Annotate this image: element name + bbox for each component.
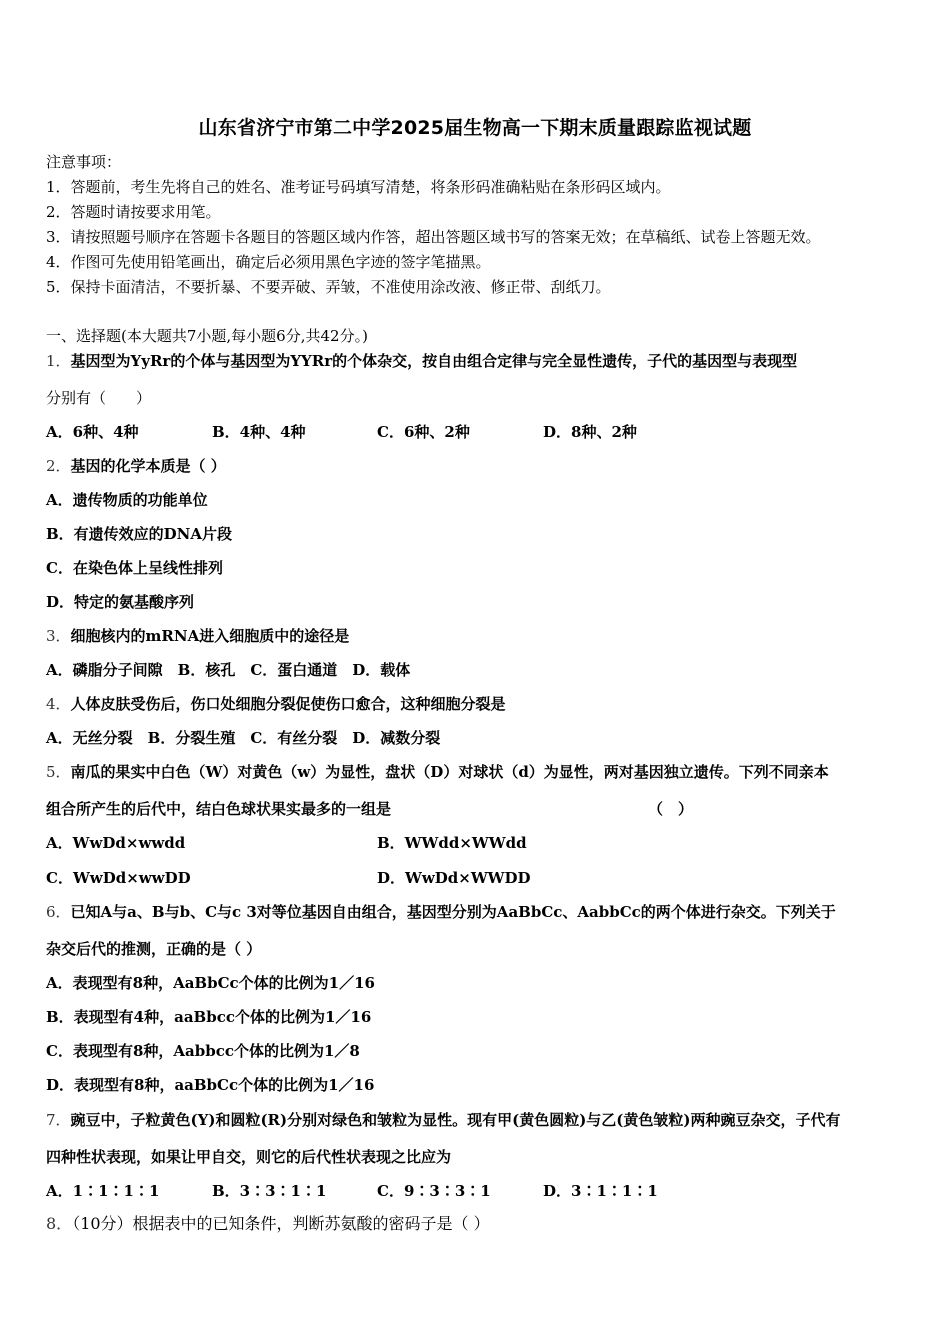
option-c: C．9∶3∶3∶1 xyxy=(377,1182,491,1200)
question-number: 8． xyxy=(46,1214,73,1233)
option-d: D．3∶1∶1∶1 xyxy=(543,1182,658,1200)
option-a: A．表现型有8种，AaBbCc个体的比例为1／16 xyxy=(46,974,375,992)
question-6-stem-cont: 杂交后代的推测，正确的是（ ） xyxy=(46,940,262,958)
option-b: B．4种、4种 xyxy=(212,423,306,441)
question-number: 6． xyxy=(46,903,71,921)
option-d: D．特定的氨基酸序列 xyxy=(46,593,195,611)
option-c: C．在染色体上呈线性排列 xyxy=(46,559,223,577)
option-a: A．1∶1∶1∶1 xyxy=(46,1182,160,1200)
question-text: 已知A与a、B与b、C与c 3对等位基因自由组合，基因型分别为AaBbCc、AabbCc的两个体进行杂交。下列关于 xyxy=(70,903,836,921)
option-b: B．3∶3∶1∶1 xyxy=(212,1182,327,1200)
question-6-stem xyxy=(46,902,836,922)
question-5-stem xyxy=(46,762,829,782)
question-4-stem xyxy=(46,694,506,714)
answer-bracket: （ ） xyxy=(648,800,694,818)
question-7-stem xyxy=(46,1110,841,1130)
notice-item: 2．答题时请按要求用笔。 xyxy=(46,203,221,221)
question-1-stem xyxy=(46,351,797,371)
option-d: D．WwDd×WWDD xyxy=(377,869,531,887)
options-line: A．磷脂分子间隙 B．核孔 C．蛋白通道 D．载体 xyxy=(46,661,411,679)
options-line: A．无丝分裂 B．分裂生殖 C．有丝分裂 D．减数分裂 xyxy=(46,729,441,747)
option-c: C．6种、2种 xyxy=(377,423,470,441)
question-number: 5． xyxy=(46,763,71,781)
question-7-stem-cont: 四种性状表现，如果让甲自交，则它的后代性状表现之比应为 xyxy=(46,1148,452,1166)
option-d: D．8种、2种 xyxy=(543,423,637,441)
option-c: C．WwDd×wwDD xyxy=(46,869,191,887)
question-number: 4． xyxy=(46,695,71,713)
option-a: A．遗传物质的功能单位 xyxy=(46,491,208,509)
option-c: C．表现型有8种，Aabbcc个体的比例为1／8 xyxy=(46,1042,360,1060)
notice-item: 1．答题前，考生先将自己的姓名、准考证号码填写清楚，将条形码准确粘贴在条形码区域内。 xyxy=(46,178,671,196)
option-b: B．WWdd×WWdd xyxy=(377,834,527,852)
question-number: 2． xyxy=(46,457,71,475)
question-2-stem xyxy=(46,456,226,476)
section-heading: 一、选择题(本大题共7小题,每小题6分,共42分。) xyxy=(46,327,368,345)
notice-item: 3．请按照题号顺序在答题卡各题目的答题区域内作答，超出答题区域书写的答案无效；在草稿纸、试卷上答题无效。 xyxy=(46,228,821,246)
question-number: 7． xyxy=(46,1111,71,1129)
option-a: A．WwDd×wwdd xyxy=(46,834,186,852)
question-text: 人体皮肤受伤后，伤口处细胞分裂促使伤口愈合，这种细胞分裂是 xyxy=(70,695,506,713)
question-number: 1． xyxy=(46,352,71,370)
question-number: 3． xyxy=(46,627,71,645)
page-title: 山东省济宁市第二中学2025届生物高一下期末质量跟踪监视试题 xyxy=(198,117,752,139)
question-5-stem-cont: 组合所产生的后代中，结白色球状果实最多的一组是 xyxy=(46,800,392,818)
question-text: （10分）根据表中的已知条件，判断苏氨酸的密码子是（ ） xyxy=(72,1214,490,1233)
notice-item: 4．作图可先使用铅笔画出，确定后必须用黑色字迹的签字笔描黑。 xyxy=(46,253,491,271)
question-text: 基因型为YyRr的个体与基因型为YYRr的个体杂交，按自由组合定律与完全显性遗传，子代的基因型与表现型 xyxy=(70,352,798,370)
question-text: 细胞核内的mRNA进入细胞质中的途径是 xyxy=(70,627,350,645)
question-8-stem xyxy=(46,1214,490,1234)
question-text: 豌豆中，子粒黄色(Y)和圆粒(R)分别对绿色和皱粒为显性。现有甲(黄色圆粒)与乙(黄色皱粒)两种豌豆杂交，子代有 xyxy=(70,1111,841,1129)
option-b: B．表现型有4种，aaBbcc个体的比例为1／16 xyxy=(46,1008,372,1026)
question-text: 基因的化学本质是（ ） xyxy=(70,457,226,475)
notice-heading: 注意事项： xyxy=(46,153,122,171)
notice-item: 5．保持卡面清洁，不要折暴、不要弄破、弄皱，不准使用涂改液、修正带、刮纸刀。 xyxy=(46,278,611,296)
question-1-stem-cont: 分别有（ ） xyxy=(46,389,152,407)
question-text: 南瓜的果实中白色（W）对黄色（w）为显性，盘状（D）对球状（d）为显性，两对基因独立遗传。下列不同亲本 xyxy=(70,763,829,781)
option-a: A．6种、4种 xyxy=(46,423,139,441)
option-d: D．表现型有8种，aaBbCc个体的比例为1／16 xyxy=(46,1076,375,1094)
question-3-stem xyxy=(46,626,349,646)
option-b: B．有遗传效应的DNA片段 xyxy=(46,525,233,543)
